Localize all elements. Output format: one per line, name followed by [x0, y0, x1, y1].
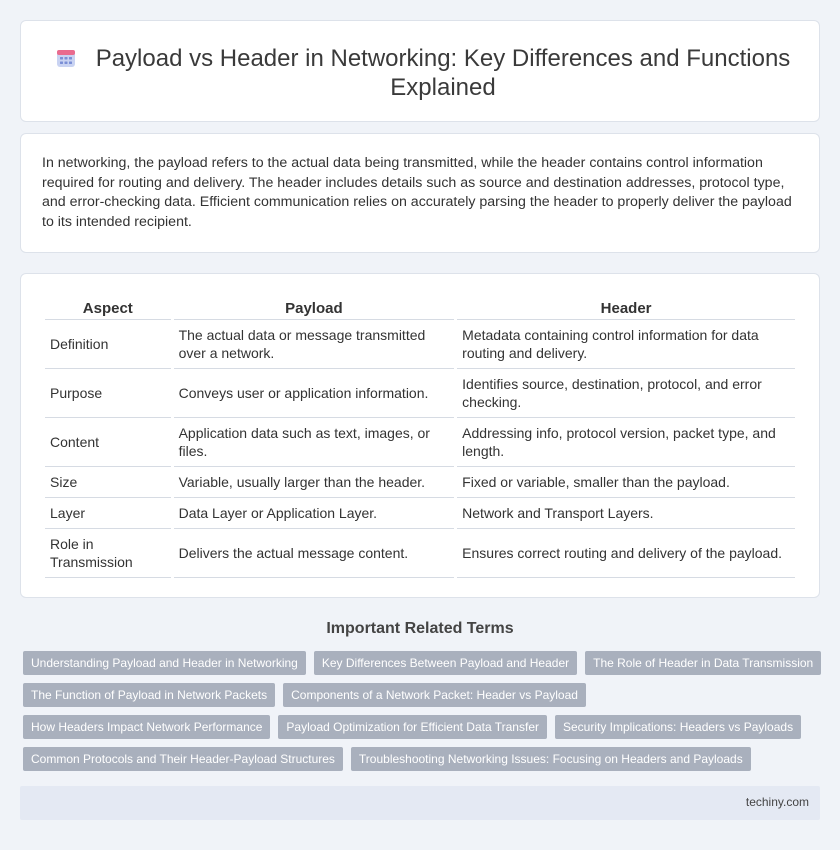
table-row [45, 369, 795, 418]
related-terms-heading: Important Related Terms [326, 620, 514, 637]
page-title: Payload vs Header in Networking: Key Differences and Functions Explained [95, 45, 791, 101]
intro-paragraph: In networking, the payload refers to the actual data being transmitted, while the header contains control information required for routing and delivery. The header includes details such as source and destination addresses, protocol type, and error-checking data. Efficient communication relies on accurately parsing the header to properly deliver the payload to its intended recipient. [42, 155, 792, 230]
related-term-tag[interactable]: Key Differences Between Payload and Header [314, 651, 577, 675]
table-header-row [45, 296, 795, 320]
comparison-table-card [20, 273, 820, 598]
title-card [20, 20, 820, 122]
related-term-tag[interactable]: The Function of Payload in Network Packets [23, 683, 275, 707]
related-term-tag[interactable]: Security Implications: Headers vs Payloads [555, 715, 801, 739]
related-term-tag[interactable]: Components of a Network Packet: Header vs Payload [283, 683, 586, 707]
table-row [45, 320, 795, 369]
table-cell: Fixed or variable, smaller than the payload. [457, 467, 795, 498]
related-term-tag[interactable]: Common Protocols and Their Header-Payload Structures [23, 747, 343, 771]
table-cell: Identifies source, destination, protocol, and error checking. [457, 369, 795, 418]
related-term-tag[interactable]: Understanding Payload and Header in Networking [23, 651, 306, 675]
related-term-tag[interactable]: How Headers Impact Network Performance [23, 715, 270, 739]
table-cell: Size [45, 467, 171, 498]
column-header-payload: Payload [174, 296, 455, 320]
footer-site-name[interactable]: techiny.com [745, 795, 809, 809]
column-header-header: Header [457, 296, 795, 320]
table-cell: Addressing info, protocol version, packet type, and length. [457, 418, 795, 467]
footer-bar [20, 786, 820, 820]
column-header-aspect: Aspect [45, 296, 171, 320]
table-cell: Role in Transmission [45, 529, 171, 578]
related-terms-list [23, 651, 823, 771]
table-cell: Metadata containing control information for data routing and delivery. [457, 320, 795, 369]
table-row [45, 529, 795, 578]
table-cell: Variable, usually larger than the header. [174, 467, 455, 498]
table-cell: Layer [45, 498, 171, 529]
table-cell: Delivers the actual message content. [174, 529, 455, 578]
related-term-tag[interactable]: The Role of Header in Data Transmission [585, 651, 821, 675]
table-row [45, 498, 795, 529]
table-cell: Data Layer or Application Layer. [174, 498, 455, 529]
related-term-tag[interactable]: Payload Optimization for Efficient Data Transfer [278, 715, 547, 739]
table-cell: The actual data or message transmitted over a network. [174, 320, 455, 369]
table-cell: Definition [45, 320, 171, 369]
table-cell: Application data such as text, images, or files. [174, 418, 455, 467]
comparison-table [42, 296, 798, 578]
table-cell: Content [45, 418, 171, 467]
table-row [45, 418, 795, 467]
table-row [45, 467, 795, 498]
intro-card [20, 133, 820, 253]
related-term-tag[interactable]: Troubleshooting Networking Issues: Focusing on Headers and Payloads [351, 747, 751, 771]
table-cell: Conveys user or application information. [174, 369, 455, 418]
table-cell: Ensures correct routing and delivery of the payload. [457, 529, 795, 578]
calendar-icon [55, 47, 77, 69]
table-cell: Purpose [45, 369, 171, 418]
table-cell: Network and Transport Layers. [457, 498, 795, 529]
